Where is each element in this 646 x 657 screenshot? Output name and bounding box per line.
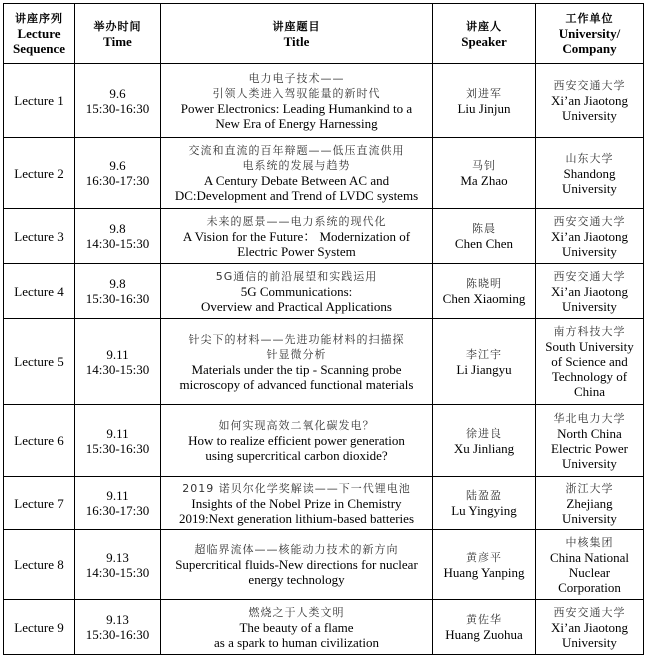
speaker-name-zh: 陆盈盈 (466, 489, 502, 502)
title-zh-line: 如何实现高效二氧化碳发电？ (218, 419, 375, 432)
title-en-line: A Vision for the Future： Modernization of (182, 228, 411, 244)
speaker-cell (433, 319, 536, 405)
title-zh-line: 电系统的发展与趋势 (242, 159, 351, 172)
title-zh-line: 电力电子技术—— (248, 71, 345, 85)
unit-name-en-line: University (562, 634, 617, 650)
title-cell (161, 530, 433, 600)
unit-name-en-line: Corporation (558, 579, 621, 595)
speaker-name-zh: 马钊 (472, 159, 496, 172)
lecture-sequence-cell: Lecture 8 (4, 530, 75, 600)
time-cell (75, 319, 161, 405)
title-cell (161, 405, 433, 477)
speaker-name-en: Huang Zuohua (445, 627, 523, 642)
title-cell (161, 64, 433, 138)
title-zh-line: 引领人类进入驾驭能量的新时代 (212, 86, 381, 100)
unit-name-en-line: China National (549, 549, 630, 565)
header-seq-en-line2: Sequence (13, 41, 65, 56)
unit-name-en-line: University (562, 298, 617, 314)
speaker-cell (433, 530, 536, 600)
university-cell (536, 600, 644, 655)
table-row (4, 319, 644, 405)
title-zh-line: 交流和直流的百年辩题——低压直流供用 (188, 144, 405, 157)
lecture-sequence-cell: Lecture 3 (4, 209, 75, 264)
lecture-date: 9.6 (109, 85, 126, 101)
unit-name-zh: 浙江大学 (565, 481, 614, 495)
lecture-date: 9.13 (106, 549, 129, 565)
time-cell (75, 530, 161, 600)
unit-name-en-line: China (573, 384, 606, 399)
lecture-date: 9.11 (106, 346, 129, 362)
time-cell (75, 209, 161, 264)
unit-name-zh: 西安交通大学 (553, 269, 626, 283)
title-en-line: 5G Communications: (240, 283, 353, 299)
unit-name-zh: 西安交通大学 (553, 214, 626, 228)
speaker-name-en: Huang Yanping (443, 564, 525, 580)
university-cell (536, 477, 644, 530)
header-time-en: Time (103, 33, 132, 49)
speaker-name-zh: 陈晨 (472, 222, 496, 235)
speaker-name-en: Chen Xiaoming (442, 291, 526, 306)
speaker-name-zh: 陈晓明 (466, 277, 502, 290)
lecture-sequence-cell: Lecture 9 (4, 600, 75, 655)
speaker-name-zh: 黄佐华 (466, 613, 502, 626)
lecture-time: 15:30-16:30 (85, 440, 150, 456)
lecture-sequence-cell: Lecture 5 (4, 319, 75, 405)
title-en-line: DC:Development and Trend of LVDC systems (174, 188, 419, 203)
header-unit-en-line1: University/ (558, 26, 621, 41)
title-cell (161, 209, 433, 264)
unit-name-en-line: University (562, 510, 617, 526)
title-zh-line: 超临界流体——核能动力技术的新方向 (194, 543, 399, 556)
title-en-line: 2019:Next generation lithium-based batteries (178, 510, 414, 526)
unit-name-en-line: Xi’an Jiaotong (551, 619, 628, 635)
unit-name-en-line: of Science and (551, 354, 628, 369)
unit-name-zh: 中核集团 (565, 535, 614, 549)
speaker-name-en: Li Jiangyu (456, 361, 512, 377)
speaker-cell (433, 138, 536, 209)
time-cell (75, 264, 161, 319)
table-row (4, 264, 644, 319)
university-cell (536, 64, 644, 138)
title-cell (161, 600, 433, 655)
lecture-time: 16:30-17:30 (85, 503, 150, 518)
unit-name-en-line: Xi’an Jiaotong (551, 228, 628, 244)
title-en-line: Electric Power System (237, 243, 356, 259)
table-row (4, 209, 644, 264)
time-cell (75, 405, 161, 477)
speaker-name-zh: 徐进良 (466, 426, 502, 440)
lecture-date: 9.8 (109, 276, 126, 291)
time-cell (75, 138, 161, 209)
university-cell (536, 209, 644, 264)
header-title-en: Title (283, 33, 310, 49)
university-cell (536, 405, 644, 477)
lecture-schedule-table (3, 3, 644, 655)
unit-name-en-line: Shandong (563, 165, 616, 181)
unit-name-zh: 西安交通大学 (553, 79, 626, 92)
title-en-line: using supercritical carbon dioxide? (205, 448, 388, 463)
title-en-line: as a spark to human civilization (214, 634, 379, 650)
title-en-line: Overview and Practical Applications (201, 298, 392, 314)
header-title (161, 4, 433, 64)
title-zh-line: 针显微分析 (266, 347, 327, 361)
lecture-time: 14:30-15:30 (85, 236, 150, 251)
unit-name-en-line: Technology of (551, 369, 628, 384)
unit-name-zh: 华北电力大学 (553, 411, 626, 425)
unit-name-en-line: University (562, 455, 617, 471)
time-cell (75, 600, 161, 655)
speaker-name-en: Ma Zhao (460, 173, 508, 188)
time-cell (75, 64, 161, 138)
title-en-line: The beauty of a flame (239, 619, 354, 635)
header-time (75, 4, 161, 64)
unit-name-en-line: Electric Power (551, 440, 628, 456)
header-time-zh: 举办时间 (93, 19, 142, 33)
title-cell (161, 138, 433, 209)
title-en-line: How to realize efficient power generation (188, 433, 405, 448)
lecture-time: 14:30-15:30 (85, 361, 150, 377)
header-unit-zh: 工作单位 (565, 12, 614, 25)
lecture-sequence-cell: Lecture 2 (4, 138, 75, 209)
unit-name-en-line: Zhejiang (566, 495, 613, 511)
header-title-zh: 讲座题目 (272, 19, 321, 33)
unit-name-en-line: Xi’an Jiaotong (551, 283, 628, 299)
speaker-name-en: Lu Yingying (451, 503, 517, 518)
speaker-cell (433, 477, 536, 530)
header-lecture-sequence (4, 4, 75, 64)
header-seq-zh: 讲座序列 (15, 12, 63, 25)
header-row (4, 4, 644, 64)
speaker-cell (433, 264, 536, 319)
header-unit-en-line2: Company (562, 41, 617, 56)
unit-name-zh: 西安交通大学 (553, 605, 626, 619)
speaker-cell (433, 64, 536, 138)
lecture-date: 9.8 (109, 221, 126, 236)
title-zh-line: 针尖下的材料——先进功能材料的扫描探 (188, 332, 405, 346)
lecture-time: 15:30-16:30 (85, 291, 150, 306)
speaker-name-en: Chen Chen (454, 236, 514, 251)
lecture-date: 9.13 (106, 612, 129, 627)
time-cell (75, 477, 161, 530)
unit-name-en-line: Xi’an Jiaotong (551, 93, 628, 108)
table-row (4, 405, 644, 477)
header-speaker-zh: 讲座人 (466, 19, 502, 33)
title-en-line: A Century Debate Between AC and (203, 173, 390, 188)
title-en-line: microscopy of advanced functional materials (179, 376, 414, 392)
lecture-sequence-cell: Lecture 6 (4, 405, 75, 477)
unit-name-en-line: North China (557, 425, 622, 441)
title-en-line: Insights of the Nobel Prize in Chemistry (191, 495, 402, 511)
speaker-name-zh: 李江宇 (466, 347, 502, 361)
lecture-sequence-cell: Lecture 4 (4, 264, 75, 319)
unit-name-en-line: South University (545, 339, 634, 354)
title-en-line: New Era of Energy Harnessing (215, 115, 378, 131)
lecture-date: 9.6 (109, 158, 126, 173)
lecture-sequence-cell: Lecture 7 (4, 477, 75, 530)
speaker-name-zh: 黄彦平 (466, 550, 502, 564)
speaker-cell (433, 600, 536, 655)
title-cell (161, 477, 433, 530)
table-row (4, 64, 644, 138)
unit-name-en-line: University (562, 180, 617, 196)
unit-name-zh: 山东大学 (565, 151, 614, 165)
lecture-date: 9.11 (106, 488, 129, 503)
title-zh-line: 燃烧之于人类文明 (248, 605, 345, 619)
university-cell (536, 264, 644, 319)
lecture-time: 16:30-17:30 (85, 173, 150, 188)
unit-name-zh: 南方科技大学 (553, 325, 626, 338)
table-row (4, 138, 644, 209)
speaker-name-zh: 刘进军 (466, 86, 502, 100)
header-speaker-en: Speaker (461, 33, 507, 49)
university-cell (536, 319, 644, 405)
lecture-sequence-cell: Lecture 1 (4, 64, 75, 138)
university-cell (536, 138, 644, 209)
header-university-company (536, 4, 644, 64)
header-speaker (433, 4, 536, 64)
title-en-line: Supercritical fluids-New directions for nuclear (175, 557, 418, 572)
title-zh-line: 2019 诺贝尔化学奖解读——下一代锂电池 (182, 481, 411, 495)
speaker-cell (433, 405, 536, 477)
university-cell (536, 530, 644, 600)
unit-name-en-line: University (562, 243, 617, 259)
title-en-line: energy technology (248, 572, 345, 587)
speaker-name-en: Liu Jinjun (457, 100, 511, 116)
lecture-time: 15:30-16:30 (85, 100, 150, 116)
lecture-date: 9.11 (106, 425, 129, 441)
title-cell (161, 264, 433, 319)
table-row (4, 477, 644, 530)
unit-name-en-line: Nuclear (568, 564, 611, 580)
table-row (4, 600, 644, 655)
lecture-time: 15:30-16:30 (85, 627, 150, 642)
unit-name-en-line: University (562, 108, 617, 123)
header-seq-en-line1: Lecture (17, 26, 61, 41)
title-en-line: Power Electronics: Leading Humankind to a (180, 100, 413, 116)
title-cell (161, 319, 433, 405)
title-zh-line: 未来的愿景——电力系统的现代化 (206, 214, 387, 228)
title-zh-line: 5G通信的前沿展望和实践运用 (215, 269, 378, 283)
title-en-line: Materials under the tip - Scanning probe (191, 361, 402, 377)
lecture-time: 14:30-15:30 (85, 564, 150, 580)
speaker-cell (433, 209, 536, 264)
speaker-name-en: Xu Jinliang (453, 440, 515, 456)
table-row (4, 530, 644, 600)
